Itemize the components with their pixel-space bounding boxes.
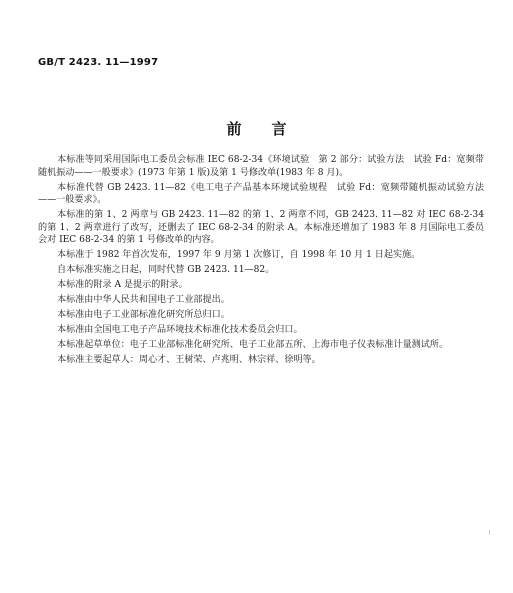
paragraph-drafters: 本标准主要起草人：周心才、王树荣、卢兆明、林宗祥、徐明等。 <box>57 355 321 366</box>
page-title: 前言 <box>226 120 317 138</box>
paragraph-technical-committee: 本标准由全国电工电子产品环境技术标准化技术委员会归口。 <box>57 325 303 336</box>
standard-code: GB/T 2423. 11—1997 <box>38 57 159 68</box>
paragraph-supersedes: 自本标准实施之日起，同时代替 GB 2423. 11—82。 <box>57 265 275 276</box>
paragraph-differences: 本标准的第 1、2 两章与 GB 2423. 11—82 的第 1、2 两章不同，GB 2423. 11—82 对 IEC 68-2-34 的第 1、2 两章进行了改写，还删去了 IEC 68-2-34 的附录 A。本标准还增加了 1983 年 8 月国际电工委员会对 IEC 68-2-34 的第 1 号修改单的内容。 <box>38 210 484 246</box>
paragraph-issue-history: 本标准于 1982 年首次发布，1997 年 9 月第 1 次修订，自 1998 年 10 月 1 日起实施。 <box>57 250 421 261</box>
paragraph-replaces: 本标准代替 GB 2423. 11—82《电工电子产品基本环境试验规程 试验 Fd：宽频带随机振动试验方法——一般要求》。 <box>38 182 484 206</box>
foreword-body <box>38 154 484 369</box>
paragraph-centralized-by: 本标准由电子工业部标准化研究所总归口。 <box>57 310 230 321</box>
scan-speck <box>489 530 490 535</box>
paragraph-drafting-units: 本标准起草单位：电子工业部标准化研究所、电子工业部五所、上海市电子仪表标准计量测试所。 <box>57 340 449 351</box>
paragraph-adoption: 本标准等同采用国际电工委员会标准 IEC 68-2-34《环境试验 第 2 部分：试验方法 试验 Fd：宽频带随机振动——一般要求》(1973 年第 1 版)及第 1 号修改单(1983 年 8 月)。 <box>38 155 484 178</box>
paragraph-proposed-by: 本标准由中华人民共和国电子工业部提出。 <box>57 295 230 306</box>
paragraph-appendix: 本标准的附录 A 是提示的附录。 <box>57 280 188 291</box>
